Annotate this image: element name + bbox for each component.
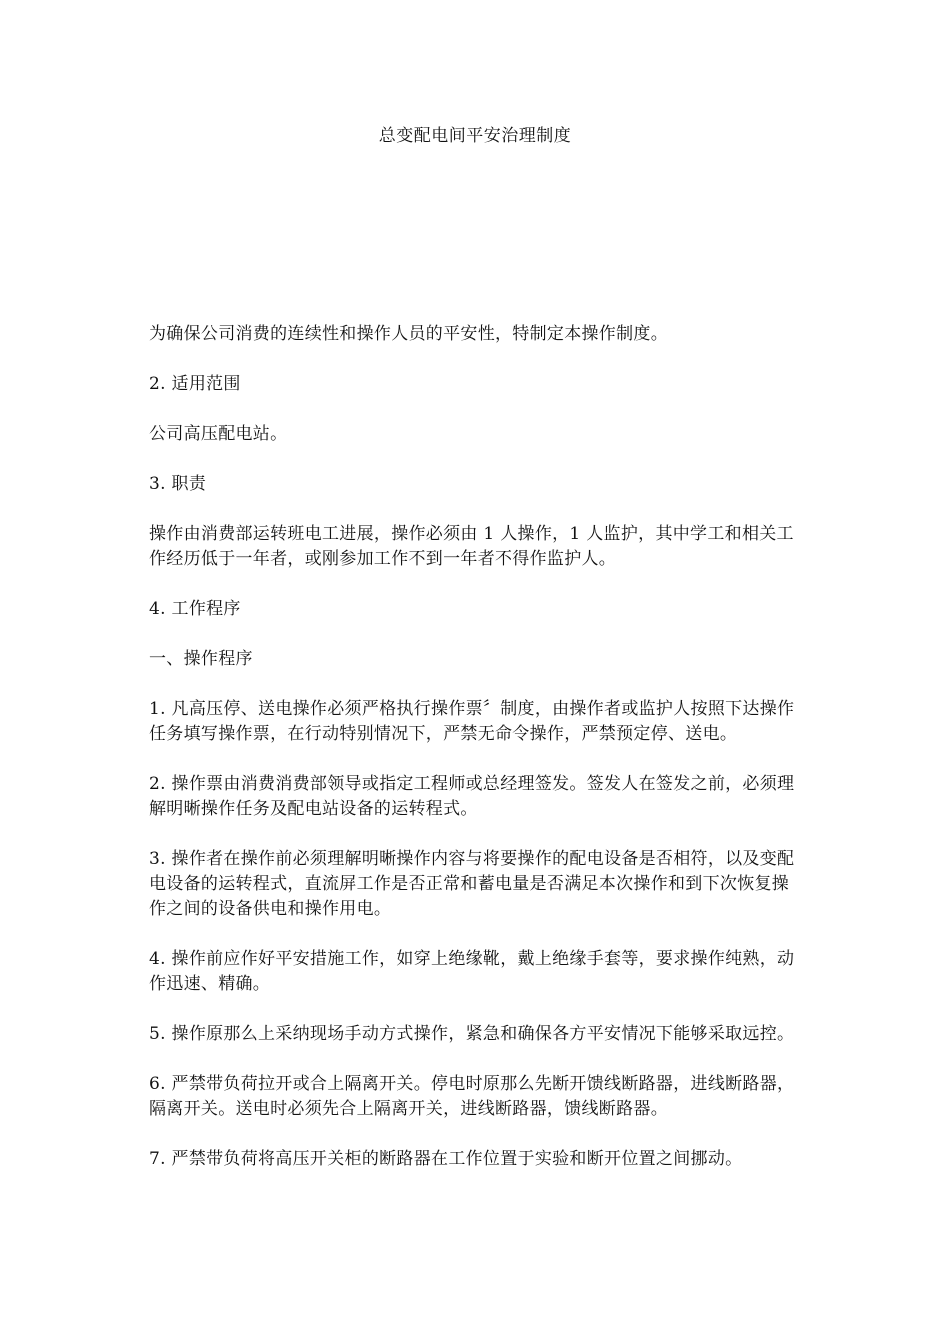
- list-item-5: 5. 操作原那么上采纳现场手动方式操作，紧急和确保各方平安情况下能够采取远控。: [149, 1024, 795, 1044]
- list-item-3: 3. 操作者在操作前必须理解明晰操作内容与将要操作的配电设备是否相符，以及变配电设备的运转程式，直流屏工作是否正常和蓄电量是否满足本次操作和到下次恢复操作之间的设备供电和操作用电。: [149, 849, 795, 919]
- paragraph-scope: 公司高压配电站。: [149, 424, 288, 444]
- subsection-heading-operation: 一、操作程序: [149, 649, 253, 669]
- paragraph-duties: 操作由消费部运转班电工进展，操作必须由 1 人操作，1 人监护，其中学工和相关工作经历低于一年者，或刚参加工作不到一年者不得作监护人。: [149, 524, 794, 569]
- document-title: 总变配电间平安治理制度: [378, 126, 572, 146]
- document-body: [149, 322, 804, 1197]
- list-item-7: 7. 严禁带负荷将高压开关柜的断路器在工作位置于实验和断开位置之间挪动。: [149, 1149, 743, 1169]
- list-item-6: 6. 严禁带负荷拉开或合上隔离开关。停电时原那么先断开馈线断路器，进线断路器，隔离开关。送电时必须先合上隔离开关，进线断路器，馈线断路器。: [149, 1074, 795, 1119]
- section-heading-duties: 3. 职责: [149, 474, 207, 494]
- list-item-1: 1. 凡高压停、送电操作必须严格执行操作票〞制度，由操作者或监护人按照下达操作任务填写操作票，在行动特别情况下，严禁无命令操作，严禁预定停、送电。: [149, 699, 795, 744]
- section-heading-scope: 2. 适用范围: [149, 374, 241, 394]
- section-heading-procedure: 4. 工作程序: [149, 599, 241, 619]
- paragraph-intro: 为确保公司消费的连续性和操作人员的平安性，特制定本操作制度。: [149, 324, 668, 344]
- list-item-2: 2. 操作票由消费消费部领导或指定工程师或总经理签发。签发人在签发之前，必须理解明晰操作任务及配电站设备的运转程式。: [149, 774, 795, 819]
- list-item-4: 4. 操作前应作好平安措施工作，如穿上绝缘靴，戴上绝缘手套等，要求操作纯熟，动作迅速、精确。: [149, 949, 795, 994]
